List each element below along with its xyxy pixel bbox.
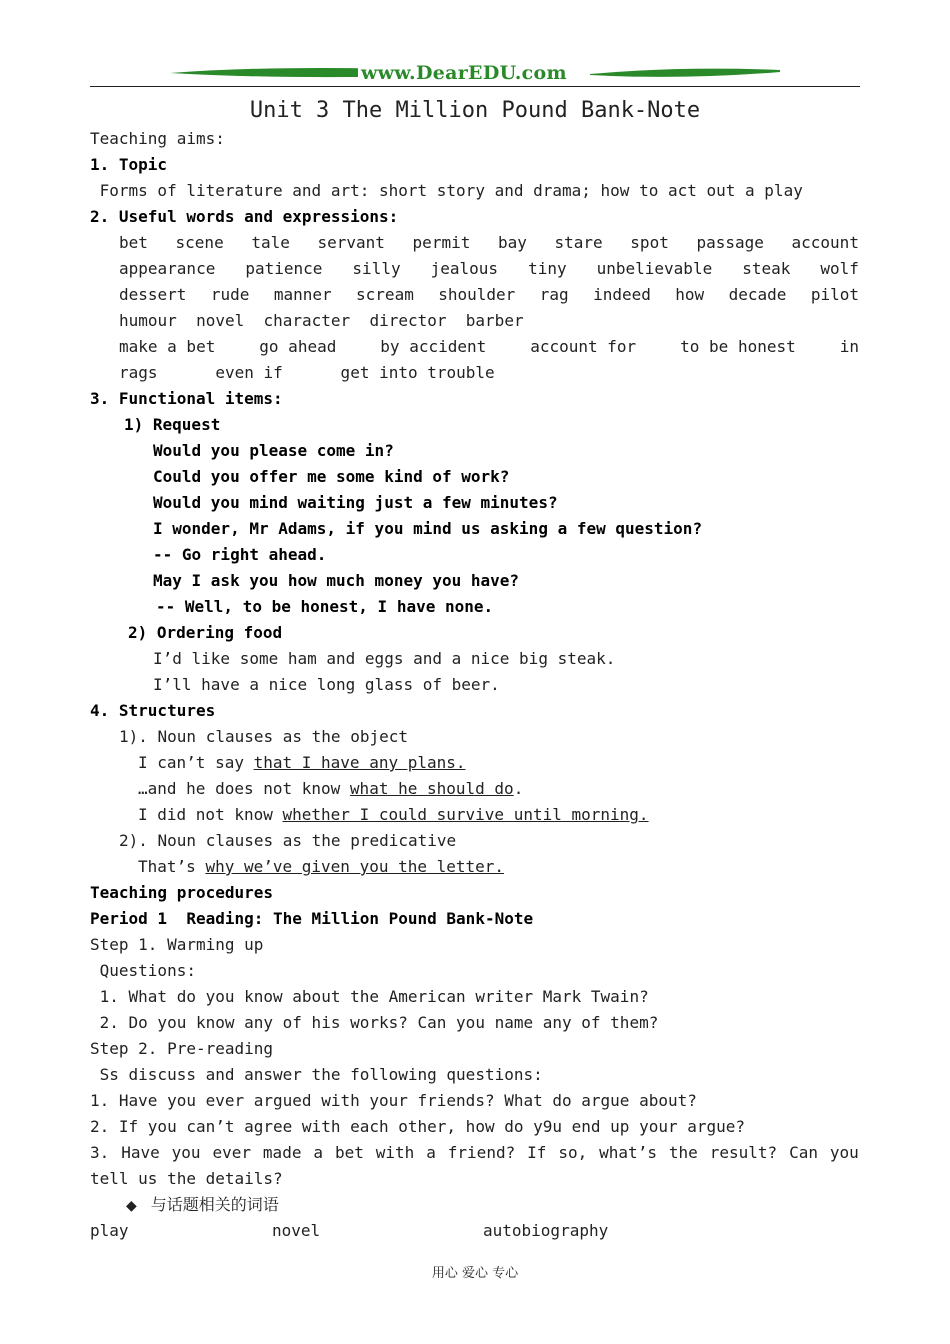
phrase: to be honest: [680, 337, 796, 356]
word: manner: [273, 285, 332, 304]
word: permit: [412, 233, 471, 252]
discuss-text: Ss discuss and answer the following questions:: [90, 1065, 543, 1084]
word: appearance: [119, 259, 216, 278]
word: you: [171, 1143, 201, 1162]
word: so,: [558, 1143, 588, 1162]
word: a: [313, 1143, 324, 1162]
word: spot: [630, 233, 669, 252]
word: scream: [356, 285, 414, 304]
word: 3.: [90, 1143, 110, 1162]
aims-heading: Teaching aims:: [90, 129, 225, 148]
request-heading: 1) Request: [124, 415, 221, 434]
example-text: .: [513, 779, 524, 798]
word: servant: [317, 233, 385, 252]
word: rag: [539, 285, 569, 304]
request-line: May I ask you how much money you have?: [153, 571, 520, 590]
word: jealous: [430, 259, 499, 278]
structure-2-heading: 2). Noun clauses as the predicative: [119, 831, 457, 850]
word: a: [426, 1143, 436, 1162]
header-rule: [90, 86, 860, 87]
structure-example: [138, 753, 466, 773]
related-heading-text: 与话题相关的词语: [150, 1195, 279, 1214]
word: wolf: [820, 259, 859, 278]
request-line: Would you mind waiting just a few minutes?: [153, 493, 558, 512]
word: pilot: [810, 285, 859, 304]
related-word: autobiography: [483, 1221, 609, 1240]
word: patience: [245, 259, 323, 278]
structures-heading: 4. Structures: [90, 701, 216, 720]
site-logo[interactable]: www.DearEDU.com: [358, 62, 570, 84]
related-word: novel: [272, 1221, 321, 1240]
step-1-heading: Step 1. Warming up: [90, 935, 264, 954]
phrase: make a bet: [119, 337, 216, 356]
page-title: Unit 3 The Million Pound Bank-Note: [249, 98, 701, 123]
page-footer: 用心 爱心 专心: [431, 1266, 519, 1281]
prereading-question-cont: tell us the details?: [90, 1169, 283, 1188]
prereading-question: [90, 1143, 859, 1163]
word: tiny: [528, 259, 567, 278]
phrase: go ahead: [259, 337, 337, 356]
example-text: I can’t say: [138, 753, 254, 772]
word: made: [262, 1143, 302, 1162]
word: passage: [696, 233, 764, 252]
structure-example: [138, 805, 649, 825]
phrases-row-1: [119, 337, 859, 357]
word: stare: [554, 233, 603, 252]
structure-example: [138, 779, 523, 799]
word: rude: [210, 285, 250, 304]
word: tale: [251, 233, 290, 252]
words-row-4: humour novel character director barber: [119, 311, 524, 330]
diamond-bullet-icon: ◆: [126, 1198, 137, 1214]
request-line: -- Well, to be honest, I have none.: [156, 597, 494, 616]
word: steak: [742, 259, 791, 278]
structure-example: [138, 857, 504, 877]
request-line: I wonder, Mr Adams, if you mind us asking a few question?: [153, 519, 703, 538]
step-2-heading: Step 2. Pre-reading: [90, 1039, 274, 1058]
question-item: 2. Do you know any of his works? Can you name any of them?: [90, 1013, 659, 1032]
word: what’s: [599, 1143, 657, 1162]
structure-1-heading: 1). Noun clauses as the object: [119, 727, 408, 746]
example-clause: why we’ve given you the letter.: [205, 857, 505, 876]
prereading-question: 2. If you can’t agree with each other, how do y9u end up your argue?: [90, 1117, 746, 1136]
word: Have: [121, 1143, 160, 1162]
questions-label: Questions:: [90, 961, 196, 980]
word: shoulder: [438, 285, 516, 304]
word: with: [375, 1143, 415, 1162]
topic-text: Forms of literature and art: short story and drama; how to act out a play: [90, 181, 803, 200]
word: the: [668, 1143, 698, 1162]
phrase: account for: [530, 337, 637, 356]
words-row-2: [119, 259, 859, 279]
words-row-1: [119, 233, 859, 253]
word: indeed: [593, 285, 651, 304]
example-clause: what he should do: [349, 779, 514, 798]
word: how: [675, 285, 705, 304]
request-line: Could you offer me some kind of work?: [153, 467, 510, 486]
word: bay: [497, 233, 527, 252]
ordering-line: I’ll have a nice long glass of beer.: [153, 675, 500, 694]
right-swoosh-icon: [590, 66, 780, 80]
word: dessert: [119, 285, 187, 304]
example-text: That’s: [138, 857, 206, 876]
phrase: in: [839, 337, 859, 356]
example-clause: whether I could survive until morning.: [282, 805, 649, 824]
ordering-heading: 2) Ordering food: [128, 623, 283, 642]
example-text: I did not know: [138, 805, 283, 824]
word: result?: [709, 1143, 778, 1162]
related-words-heading: [126, 1195, 279, 1216]
related-word: play: [90, 1221, 129, 1240]
procedures-heading: Teaching procedures: [90, 883, 274, 902]
question-item: 1. What do you know about the American writer Mark Twain?: [90, 987, 649, 1006]
header-banner: [90, 58, 860, 90]
request-line: Would you please come in?: [153, 441, 394, 460]
word: If: [527, 1143, 547, 1162]
word: Can: [789, 1143, 818, 1162]
word: account: [791, 233, 859, 252]
words-heading: 2. Useful words and expressions:: [90, 207, 399, 226]
word: bet: [119, 233, 148, 252]
example-clause: that I have any plans.: [253, 753, 466, 772]
ordering-line: I’d like some ham and eggs and a nice big steak.: [153, 649, 616, 668]
word: scene: [175, 233, 224, 252]
example-text: …and he does not know: [138, 779, 350, 798]
word: bet: [334, 1143, 364, 1162]
word: silly: [352, 259, 401, 278]
topic-heading: 1. Topic: [90, 155, 168, 174]
word: friend?: [447, 1143, 516, 1162]
request-line: -- Go right ahead.: [153, 545, 327, 564]
period-heading: Period 1 Reading: The Million Pound Bank-Note: [90, 909, 534, 928]
word: ever: [212, 1143, 251, 1162]
prereading-question: 1. Have you ever argued with your friends? What do argue about?: [90, 1091, 697, 1110]
phrases-row-2: rags even if get into trouble: [119, 363, 495, 382]
phrase: by accident: [380, 337, 487, 356]
words-row-3: [119, 285, 859, 305]
word: unbelievable: [596, 259, 713, 278]
functional-heading: 3. Functional items:: [90, 389, 283, 408]
word: you: [829, 1143, 859, 1162]
word: decade: [728, 285, 787, 304]
